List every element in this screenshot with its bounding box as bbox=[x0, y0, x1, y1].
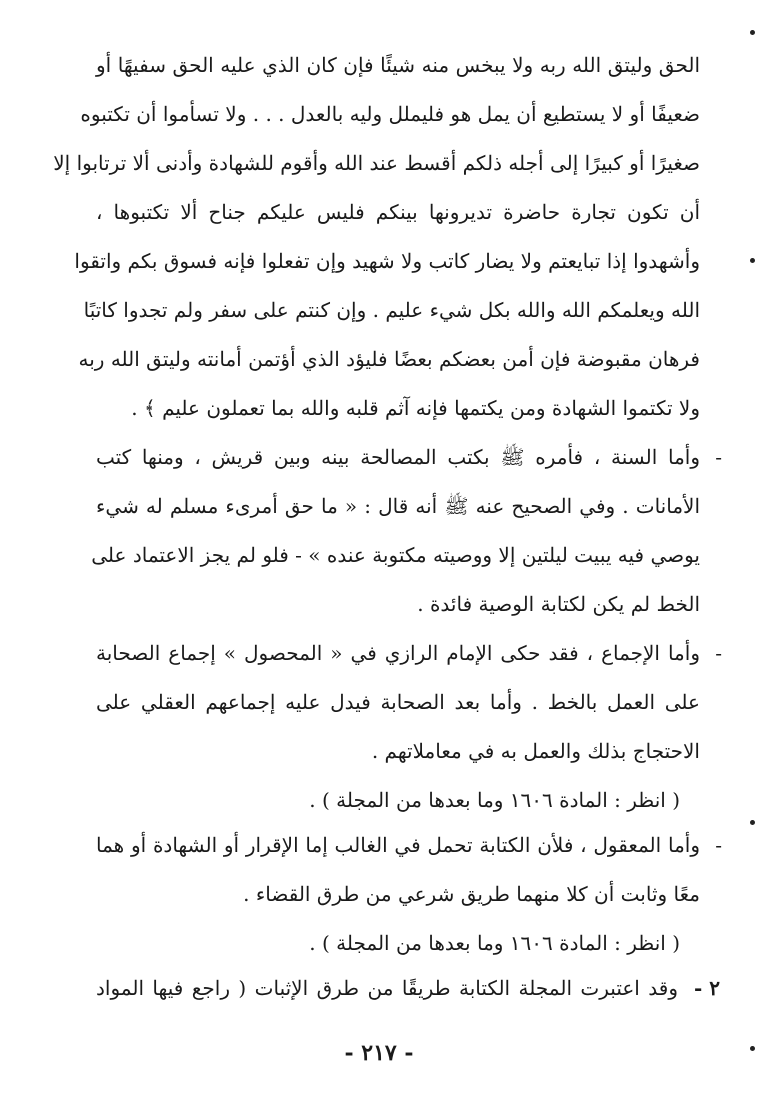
scan-mark bbox=[750, 30, 755, 35]
text-line: فرهان مقبوضة فإن أمن بعضكم بعضًا فليؤد الذي أؤتمن أمانته وليتق الله ربه bbox=[78, 347, 700, 371]
list-dash: - bbox=[715, 833, 722, 857]
sunnah-line: الخط لم يكن لكتابة الوصية فائدة . bbox=[417, 592, 700, 616]
reason-line bbox=[96, 832, 722, 858]
page-number: - ٢١٧ - bbox=[344, 1040, 414, 1066]
sunnah-line: الأمانات . وفي الصحيح عنه ﷺ أنه قال : « ما حق أمرىء مسلم له شيء bbox=[96, 494, 700, 518]
scan-mark bbox=[750, 258, 755, 263]
reason-line: معًا وثابت أن كلا منهما طريق شرعي من طرق القضاء . bbox=[243, 882, 700, 906]
ijma-line: الاحتجاج بذلك والعمل به في معاملاتهم . bbox=[371, 739, 700, 763]
point2-text: وقد اعتبرت المجلة الكتابة طريقًا من طرق الإثبات ( راجع فيها المواد bbox=[96, 976, 678, 1000]
text-line: ولا تكتموا الشهادة ومن يكتمها فإنه آثم قلبه والله بما تعملون عليم ﴾ . bbox=[131, 396, 700, 420]
list-dash: - bbox=[715, 641, 722, 665]
text-line: وأشهدوا إذا تبايعتم ولا يضار كاتب ولا شهيد وإن تفعلوا فإنه فسوق بكم واتقوا bbox=[74, 249, 700, 273]
ijma-text: وأما الإجماع ، فقد حكى الإمام الرازي في « المحصول » إجماع الصحابة bbox=[96, 641, 700, 665]
scan-mark bbox=[750, 820, 755, 825]
text-line: صغيرًا أو كبيرًا إلى أجله ذلكم أقسط عند الله وأقوم للشهادة وأدنى ألا ترتابوا إلا bbox=[53, 151, 700, 175]
text-line: الحق وليتق الله ربه ولا يبخس منه شيئًا فإن كان الذي عليه الحق سفيهًا أو bbox=[96, 53, 700, 77]
sunnah-text: وأما السنة ، فأمره ﷺ بكتب المصالحة بينه وبين قريش ، ومنها كتب bbox=[96, 445, 700, 469]
numbered-line bbox=[96, 975, 720, 1001]
reference-note: ( انظر : المادة ١٦٠٦ وما بعدها من المجلة ) . bbox=[309, 931, 680, 955]
scan-mark bbox=[750, 1046, 755, 1051]
sunnah-line bbox=[96, 444, 722, 470]
reference-note: ( انظر : المادة ١٦٠٦ وما بعدها من المجلة ) . bbox=[309, 788, 680, 812]
ijma-line: على العمل بالخط . وأما بعد الصحابة فيدل عليه إجماعهم العقلي على bbox=[96, 690, 700, 714]
ijma-line bbox=[96, 640, 722, 666]
item-number: ٢ - bbox=[693, 976, 720, 1000]
reason-text: وأما المعقول ، فلأن الكتابة تحمل في الغالب إما الإقرار أو الشهادة أو هما bbox=[96, 833, 700, 857]
text-line: الله ويعلمكم الله والله بكل شيء عليم . وإن كنتم على سفر ولم تجدوا كاتبًا bbox=[83, 298, 700, 322]
text-line: ضعيفًا أو لا يستطيع أن يمل هو فليملل وليه بالعدل . . . ولا تسأموا أن تكتبوه bbox=[80, 102, 700, 126]
text-line: أن تكون تجارة حاضرة تديرونها بينكم فليس عليكم جناح ألا تكتبوها ، bbox=[96, 200, 700, 224]
list-dash: - bbox=[715, 445, 722, 469]
sunnah-line: يوصي فيه يبيت ليلتين إلا ووصيته مكتوبة عنده » - فلو لم يجز الاعتماد على bbox=[91, 543, 700, 567]
